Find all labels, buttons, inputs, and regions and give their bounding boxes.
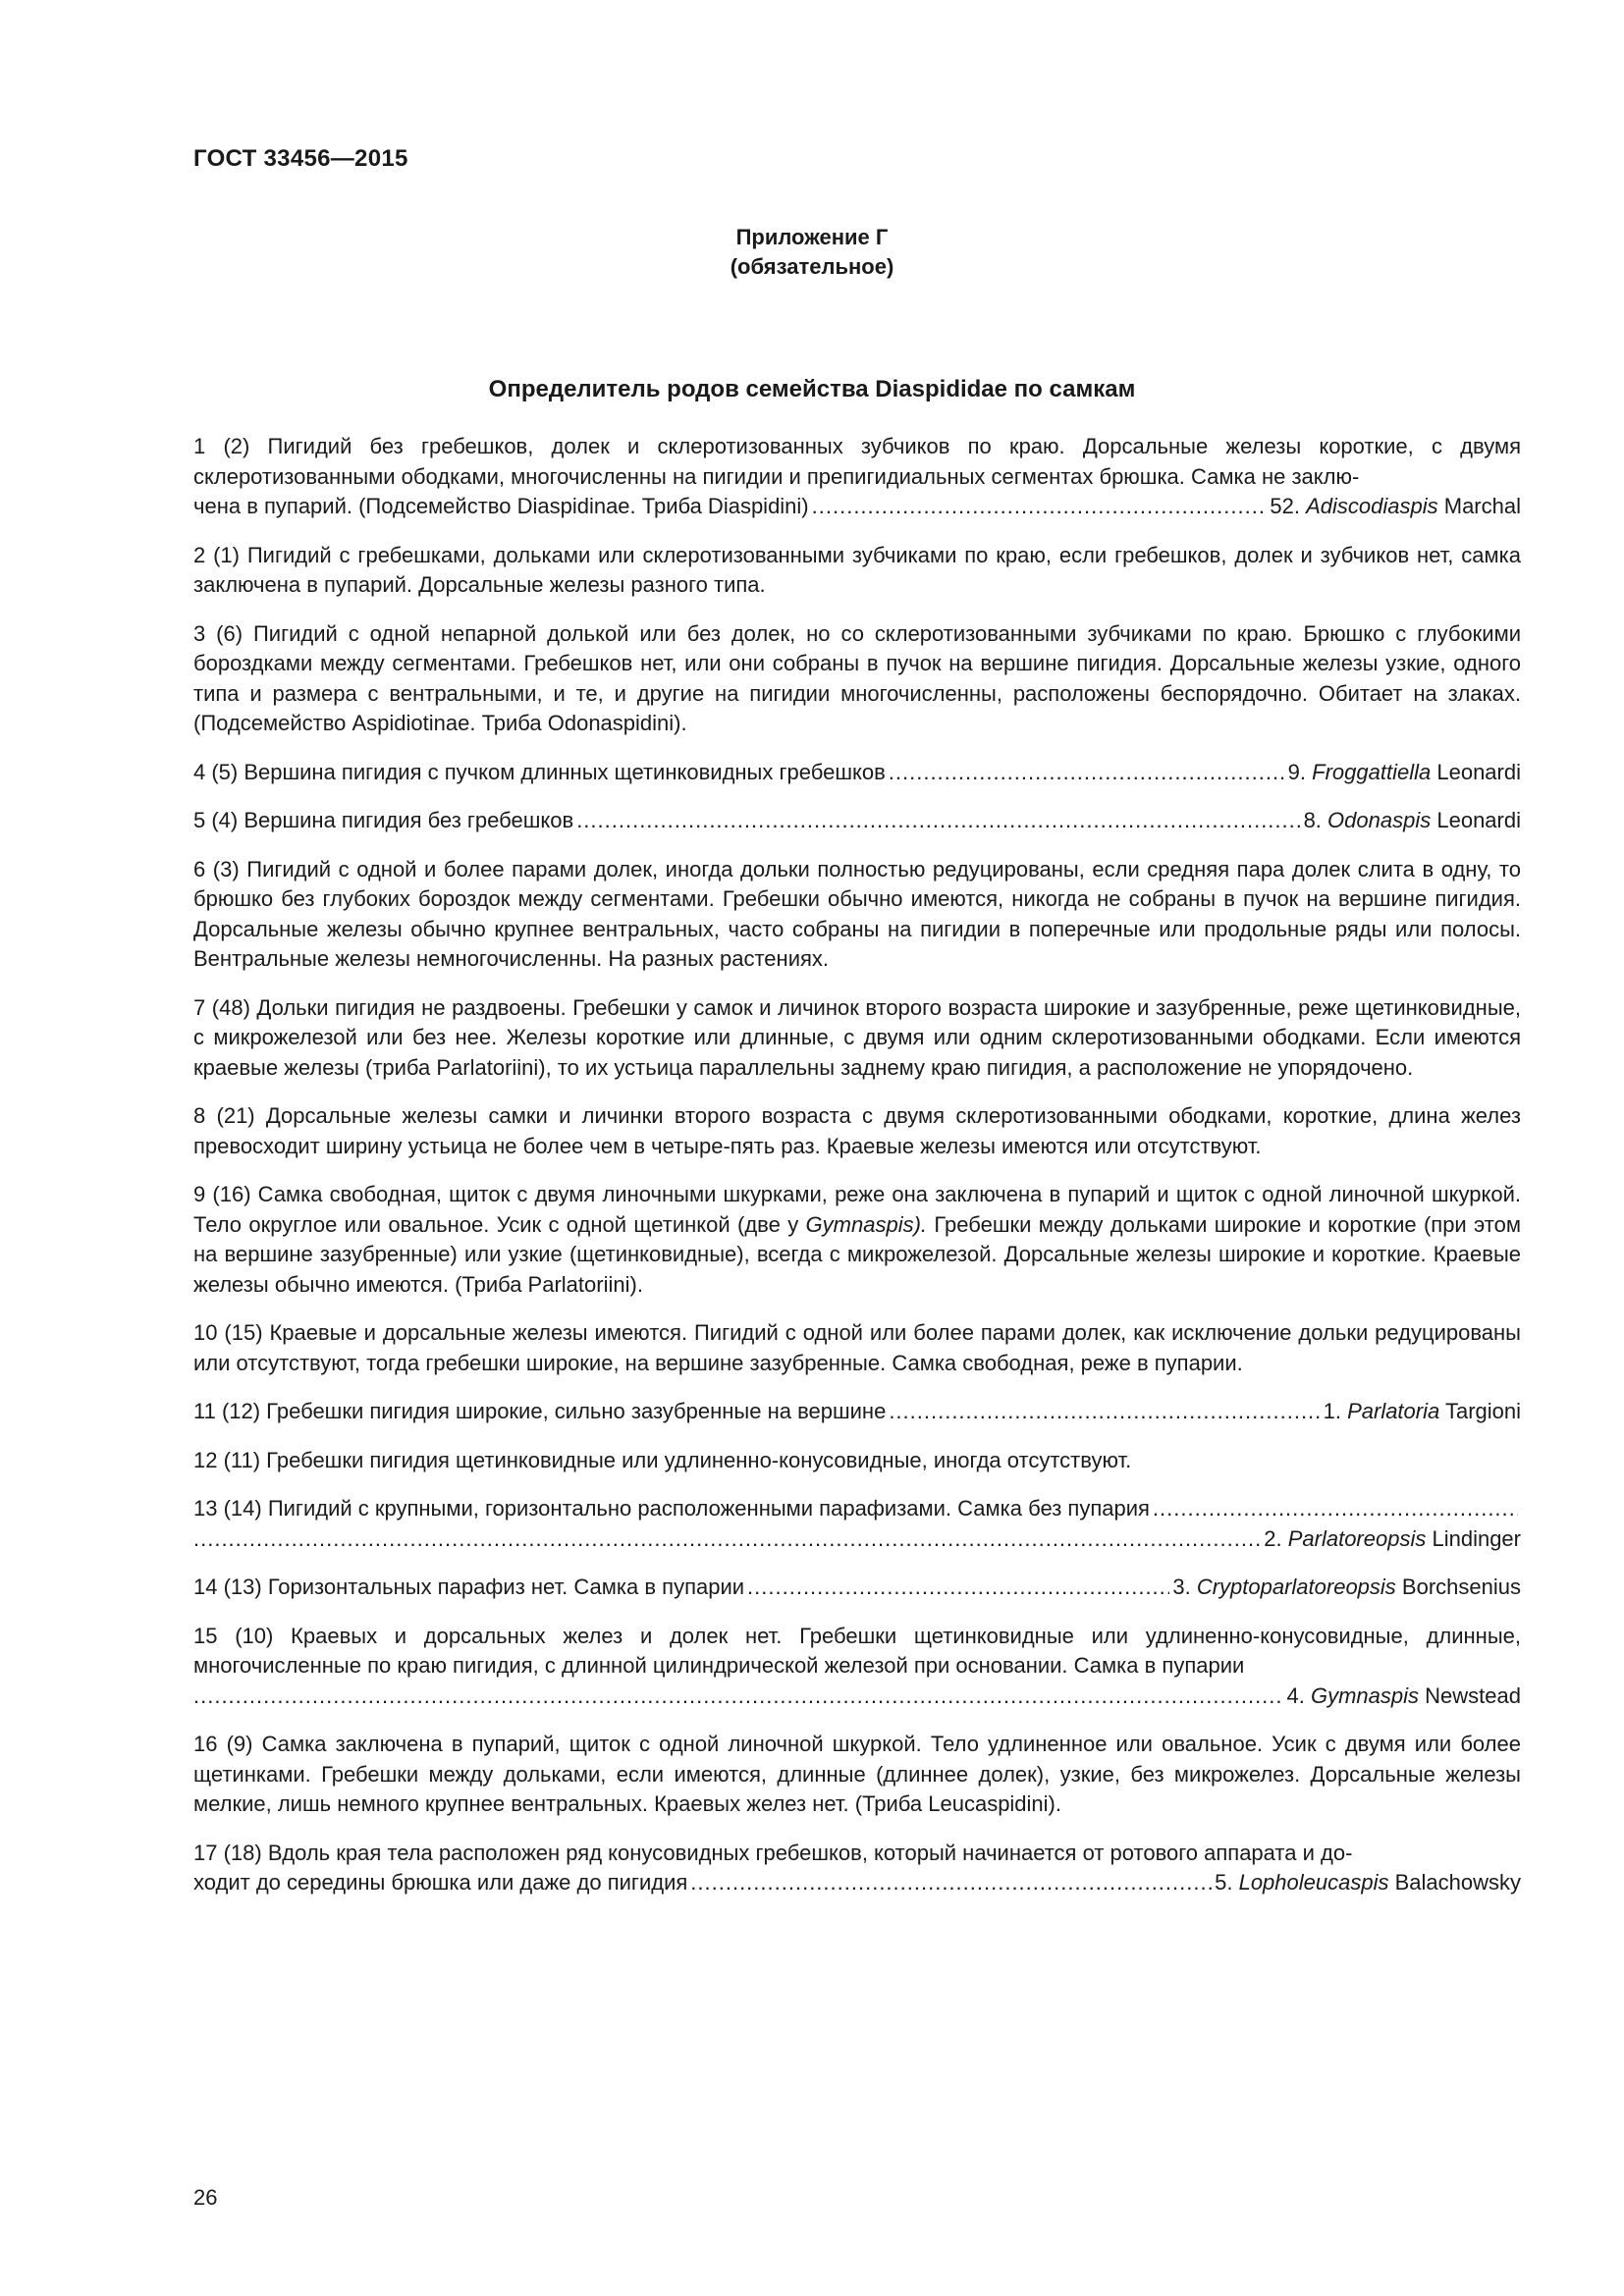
genus-reference: 4. Gymnaspis Newstead bbox=[1286, 1682, 1521, 1708]
key-entry-9 bbox=[193, 1180, 1521, 1300]
genus-author: Balachowsky bbox=[1394, 1870, 1521, 1895]
genus-name: Lopholeucaspis bbox=[1238, 1870, 1389, 1895]
genus-name: Froggattiella bbox=[1312, 759, 1432, 784]
genus-author: Targioni bbox=[1444, 1399, 1521, 1423]
key-entry-14 bbox=[193, 1573, 1521, 1603]
dot-leader bbox=[889, 1397, 1320, 1427]
genus-author: Lindinger bbox=[1432, 1525, 1521, 1551]
key-entry-17 bbox=[193, 1839, 1521, 1898]
genus-name: Cryptoparlatoreopsis bbox=[1196, 1575, 1396, 1599]
entry-text-last: 14 (13) Горизонтальных парафиз нет. Самка в пупарии bbox=[193, 1575, 745, 1599]
genus-name: Adiscodiaspis bbox=[1306, 494, 1438, 518]
entry-text-last: 4 (5) Вершина пигидия с пучком длинных щетинковидных гребешков bbox=[193, 759, 886, 784]
genus-reference: 2. Parlatoreopsis Lindinger bbox=[1264, 1525, 1521, 1551]
key-entry-16: 16 (9) Самка заключена в пупарий, щиток с одной линочной шкуркой. Тело удлиненное или овальное. Усик с двумя или более щетинками. Гребешки между дольками, если имеются, длинные (длиннее долек), узкие, без микрожелез. Дорсальные железы мелкие, лишь немного крупнее вентральных. Краевых желез нет. (Триба Leucaspidini). bbox=[193, 1732, 1521, 1816]
genus-author: Borchsenius bbox=[1401, 1575, 1521, 1599]
dot-leader bbox=[690, 1868, 1212, 1898]
genus-reference: 8. Odonaspis Leonardi bbox=[1303, 808, 1521, 832]
entry-text-last: 11 (12) Гребешки пигидия широкие, сильно зазубренные на вершине bbox=[193, 1399, 887, 1423]
entry-text-last: ходит до середины брюшка или даже до пигидия bbox=[193, 1870, 688, 1895]
key-entry-5 bbox=[193, 806, 1521, 836]
key-entry-3: 3 (6) Пигидий с одной непарной долькой или без долек, но со склеротизованными зубчиками по краю. Брюшко с глубокими бороздками между сегментами. Гребешков нет, или они собраны в пучок на вершине пигидия. Дорсальные железы узкие, одного типа и размера с вентральными, и те, и другие на пигидии многочисленны, расположены беспорядочно. Обитает на злаках. (Подсемейство Aspidiotinae. Триба Odonaspidini). bbox=[193, 620, 1521, 735]
entry-text: 15 (10) Краевых и дорсальных желез и долек нет. Гребешки щетинковидные или удлиненно-конусовидные, длинные, многочисленные по краю пигидия, с длинной цилиндрической железой при основании. Самка в пупарии bbox=[193, 1623, 1521, 1678]
key-entry-13 bbox=[193, 1494, 1521, 1554]
dot-leader bbox=[193, 1682, 1284, 1712]
dot-leader bbox=[812, 492, 1268, 522]
genus-author: Leonardi bbox=[1436, 759, 1521, 784]
standard-number: ГОСТ 33456—2015 bbox=[193, 145, 408, 172]
document-title: Определитель родов семейства Diaspididae по самкам bbox=[488, 376, 1136, 402]
entry-leader-line bbox=[193, 1397, 1521, 1427]
genus-reference: 1. Parlatoria Targioni bbox=[1323, 1399, 1521, 1423]
entry-leader-line bbox=[193, 758, 1521, 788]
entry-text: 17 (18) Вдоль края тела расположен ряд конусовидных гребешков, который начинается от ротового аппарата и до- bbox=[193, 1840, 1353, 1865]
key-entry-10: 10 (15) Краевые и дорсальные железы имеются. Пигидий с одной или более парами долек, как исключение дольки редуцированы или отсутствуют, тогда гребешки широкие, на вершине зазубренные. Самка свободная, реже в пупарии. bbox=[193, 1320, 1521, 1375]
entry-text: 1 (2) Пигидий без гребешков, долек и склеротизованных зубчиков по краю. Дорсальные железы короткие, с двумя склеротизованными ободками, многочисленны на пигидии и препигидиальных сегментах брюшка. Самка не заклю- bbox=[193, 434, 1521, 489]
dot-leader bbox=[576, 806, 1300, 836]
entry-leader-line bbox=[193, 1573, 1521, 1603]
entry-leader-line bbox=[193, 492, 1521, 522]
key-entry-12: 12 (11) Гребешки пигидия щетинковидные или удлиненно-конусовидные, иногда отсутствуют. bbox=[193, 1447, 1132, 1472]
genus-name: Gymnaspis). bbox=[805, 1211, 928, 1237]
entry-leader-line bbox=[193, 1682, 1521, 1712]
genus-name: Parlatoria bbox=[1347, 1399, 1440, 1423]
entry-leader-line bbox=[193, 1868, 1521, 1898]
key-entry-11 bbox=[193, 1397, 1521, 1427]
dot-leader bbox=[747, 1573, 1169, 1603]
entry-text-continued: Гребешки между дольками широкие и короткие (при этом на вершине зазубренные) или узкие (щетинковидные), всегда с микрожелезой. Дорсальные железы широкие и короткие. Краевые железы обычно имеются. (Триба Parlatoriini). bbox=[193, 1211, 1521, 1297]
entry-text-last: 5 (4) Вершина пигидия без гребешков bbox=[193, 808, 574, 832]
entry-leader-line bbox=[193, 1524, 1521, 1555]
genus-reference: 52. Adiscodiaspis Marchal bbox=[1270, 494, 1521, 518]
key-body bbox=[193, 432, 1521, 1917]
annex-title: Приложение Г bbox=[735, 225, 889, 249]
key-entry-8: 8 (21) Дорсальные железы самки и личинки второго возраста с двумя склеротизованными ободками, короткие, длина желез превосходит ширину устьица не более чем в четыре-пять раз. Краевые железы имеются или отсутствуют. bbox=[193, 1103, 1521, 1158]
dot-leader bbox=[889, 758, 1285, 788]
key-entry-15 bbox=[193, 1622, 1521, 1712]
key-entry-1 bbox=[193, 432, 1521, 522]
genus-name: Odonaspis bbox=[1327, 808, 1432, 832]
genus-name: Parlatoreopsis bbox=[1287, 1525, 1427, 1551]
key-entry-6: 6 (3) Пигидий с одной и более парами долек, иногда дольки полностью редуцированы, если средняя пара долек слита в одну, то брюшко без глубоких бороздок между сегментами. Гребешки обычно имеются, никогда не собраны в пучок на вершине пигидия. Дорсальные железы обычно крупнее вентральных, часто собраны на пигидии в поперечные или продольные ряды или полосы. Вентральные железы немногочисленны. На разных растениях. bbox=[193, 856, 1521, 971]
annex-status: (обязательное) bbox=[730, 254, 894, 279]
key-entry-4 bbox=[193, 758, 1521, 788]
page-number: 26 bbox=[193, 2185, 218, 2210]
genus-author: Newstead bbox=[1425, 1682, 1521, 1708]
key-entry-7: 7 (48) Дольки пигидия не раздвоены. Гребешки у самок и личинок второго возраста широкие и зазубренные, реже щетинковидные, с микрожелезой или без нее. Железы короткие или длинные, с двумя или одним склеротизованными ободками. Если имеются краевые железы (триба Parlatoriini), то их устьица параллельны заднему краю пигидия, а расположение не упорядочено. bbox=[193, 994, 1521, 1080]
entry-text: 9 (16) Самка свободная, щиток с двумя линочными шкурками, реже она заключена в пупарий и щиток с одной линочной шкуркой. Тело округлое или овальное. Усик с одной щетинкой (две у bbox=[193, 1182, 1521, 1237]
entry-text-first: 13 (14) Пигидий с крупными, горизонтально расположенными парафизами. Самка без пупария bbox=[193, 1496, 1150, 1521]
genus-reference: 3. Cryptoparlatoreopsis Borchsenius bbox=[1172, 1575, 1521, 1599]
key-entry-2: 2 (1) Пигидий с гребешками, дольками или склеротизованными зубчиками по краю, если гребешков, долек и зубчиков нет, самка заключена в пупарий. Дорсальные железы разного типа. bbox=[193, 542, 1521, 597]
entry-leader-line bbox=[193, 806, 1521, 836]
entry-leader-line bbox=[193, 1494, 1521, 1524]
genus-name: Gymnaspis bbox=[1310, 1682, 1420, 1708]
entry-text-last: чена в пупарий. (Подсемейство Diaspidinae. Триба Diaspidini) bbox=[193, 494, 809, 518]
dot-leader bbox=[1153, 1494, 1518, 1524]
dot-leader bbox=[193, 1524, 1261, 1555]
genus-author: Marchal bbox=[1443, 494, 1521, 518]
genus-reference: 5. Lopholeucaspis Balachowsky bbox=[1215, 1870, 1521, 1895]
genus-author: Leonardi bbox=[1436, 808, 1521, 832]
genus-reference: 9. Froggattiella Leonardi bbox=[1287, 759, 1521, 784]
